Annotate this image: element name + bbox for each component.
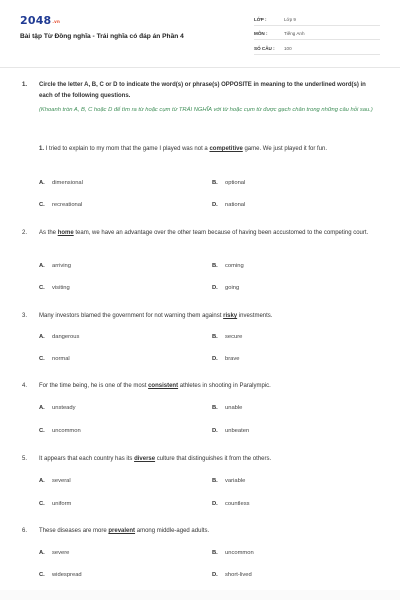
option-text: variable [225,478,246,484]
question-stem [39,381,381,392]
meta-key: MÔN : [254,31,268,36]
question-text-before: These diseases are more [39,528,109,534]
question-text-after: athletes in shooting in Paralympic. [178,383,271,389]
option-c[interactable] [39,356,70,362]
question-stem [39,144,379,155]
option-c[interactable] [39,285,70,291]
option-text: short-lived [225,572,252,578]
meta-value: Lớp 9 [284,17,296,22]
option-b[interactable] [212,405,242,411]
meta-key: SỐ CÂU : [254,46,275,51]
question-text-before: As the [39,230,58,236]
header-divider [0,67,400,68]
question-text-after: game. We just played it for fun. [242,146,328,152]
option-a[interactable] [39,550,69,556]
logo-main: 2048 [20,14,52,27]
meta-key: LỚP : [254,17,267,22]
question-stem [39,526,381,537]
question-keyword: risky [223,313,238,319]
option-letter: D. [212,285,218,291]
option-text: severe [52,550,70,556]
question-stem [39,228,381,239]
meta-row-count [254,44,380,55]
question-text-before: Many investors blamed the government for not warning them against [39,313,224,319]
option-letter: D. [212,202,218,208]
option-c[interactable] [39,202,82,208]
option-letter: B. [212,478,218,484]
option-text: unsteady [52,405,76,411]
question-keyword: competitive [209,146,243,152]
option-d[interactable] [212,428,249,434]
option-text: uncommon [225,550,254,556]
question-keyword: diverse [134,456,156,462]
question-number: 4. [22,383,28,389]
option-d[interactable] [212,285,239,291]
option-letter: C. [39,428,45,434]
option-letter: D. [212,356,218,362]
option-text: coming [225,263,244,269]
option-b[interactable] [212,550,254,556]
question-text-before: For the time being, he is one of the most [39,383,149,389]
option-text: widespread [52,572,82,578]
option-letter: A. [39,180,45,186]
option-text: unable [225,405,243,411]
meta-value: Tiếng Anh [284,31,305,36]
option-text: countless [225,501,250,507]
question-text-after: investments. [237,313,273,319]
option-letter: D. [212,501,218,507]
option-letter: B. [212,180,218,186]
option-text: dangerous [52,334,80,340]
question-number: 6. [22,528,28,534]
question-text-after: among middle-aged adults. [135,528,210,534]
option-text: going [225,285,240,291]
option-letter: A. [39,405,45,411]
option-letter: C. [39,285,45,291]
option-text: dimensional [52,180,83,186]
question-stem [39,454,381,465]
option-d[interactable] [212,501,250,507]
option-a[interactable] [39,180,83,186]
option-letter: C. [39,202,45,208]
instructions-text: Circle the letter A, B, C or D to indicate the word(s) or phrase(s) OPPOSITE in meaning to the underlined word(s) in each of the following questions. [39,82,366,99]
option-text: uncommon [52,428,81,434]
option-letter: D. [212,572,218,578]
option-letter: B. [212,334,218,340]
option-b[interactable] [212,263,244,269]
option-text: uniform [52,501,72,507]
site-logo[interactable] [20,14,60,27]
meta-row-subject [254,29,380,40]
option-text: arriving [52,263,72,269]
logo-suffix: .vn [52,19,60,24]
option-d[interactable] [212,202,245,208]
instructions-body [39,80,381,116]
option-letter: B. [212,550,218,556]
option-letter: A. [39,334,45,340]
option-a[interactable] [39,263,71,269]
document-title: Bài tập Từ Đồng nghĩa - Trái nghĩa có đáp án Phần 4 [20,33,184,40]
option-text: unbeaten [225,428,250,434]
option-text: secure [225,334,243,340]
option-d[interactable] [212,356,240,362]
option-b[interactable] [212,334,242,340]
option-b[interactable] [212,180,245,186]
option-b[interactable] [212,478,245,484]
question-keyword: consistent [148,383,179,389]
option-text: brave [225,356,240,362]
option-text: normal [52,356,70,362]
question-text-before: It appears that each country has its [39,456,135,462]
question-number: 1. [39,146,45,152]
question-number: 3. [22,313,28,319]
option-letter: A. [39,478,45,484]
option-letter: C. [39,501,45,507]
page-bottom-edge [0,590,400,600]
option-letter: C. [39,572,45,578]
option-text: optional [225,180,246,186]
option-c[interactable] [39,428,81,434]
option-letter: A. [39,550,45,556]
option-c[interactable] [39,572,82,578]
question-stem [39,311,381,322]
option-letter: D. [212,428,218,434]
question-number: 2. [22,230,28,236]
option-letter: C. [39,356,45,362]
question-text-before: I tried to explain to my mom that the game I played was not a [45,146,210,152]
option-letter: A. [39,263,45,269]
option-text: several [52,478,71,484]
question-keyword: home [57,230,74,236]
question-keyword: prevalent [108,528,136,534]
option-text: recreational [52,202,83,208]
meta-value: 100 [284,46,292,51]
instructions-note: (Khoanh tròn A, B, C hoặc D để tìm ra từ hoặc cụm từ TRÁI NGHĨA với từ hoặc cụm từ được gạch chân trong những câu hỏi sau.) [39,107,373,113]
option-a[interactable] [39,478,71,484]
option-d[interactable] [212,572,252,578]
option-a[interactable] [39,405,76,411]
document-header [0,0,400,68]
question-text-after: team, we have an advantage over the other team because of having been accustomed to the competing court. [73,230,369,236]
option-text: visiting [52,285,70,291]
option-letter: B. [212,405,218,411]
question-number: 5. [22,456,28,462]
instructions-number: 1. [22,82,28,88]
option-c[interactable] [39,501,71,507]
option-text: national [225,202,246,208]
meta-row-grade [254,15,380,26]
question-text-after: culture that distinguishes it from the others. [155,456,272,462]
option-letter: B. [212,263,218,269]
option-a[interactable] [39,334,79,340]
